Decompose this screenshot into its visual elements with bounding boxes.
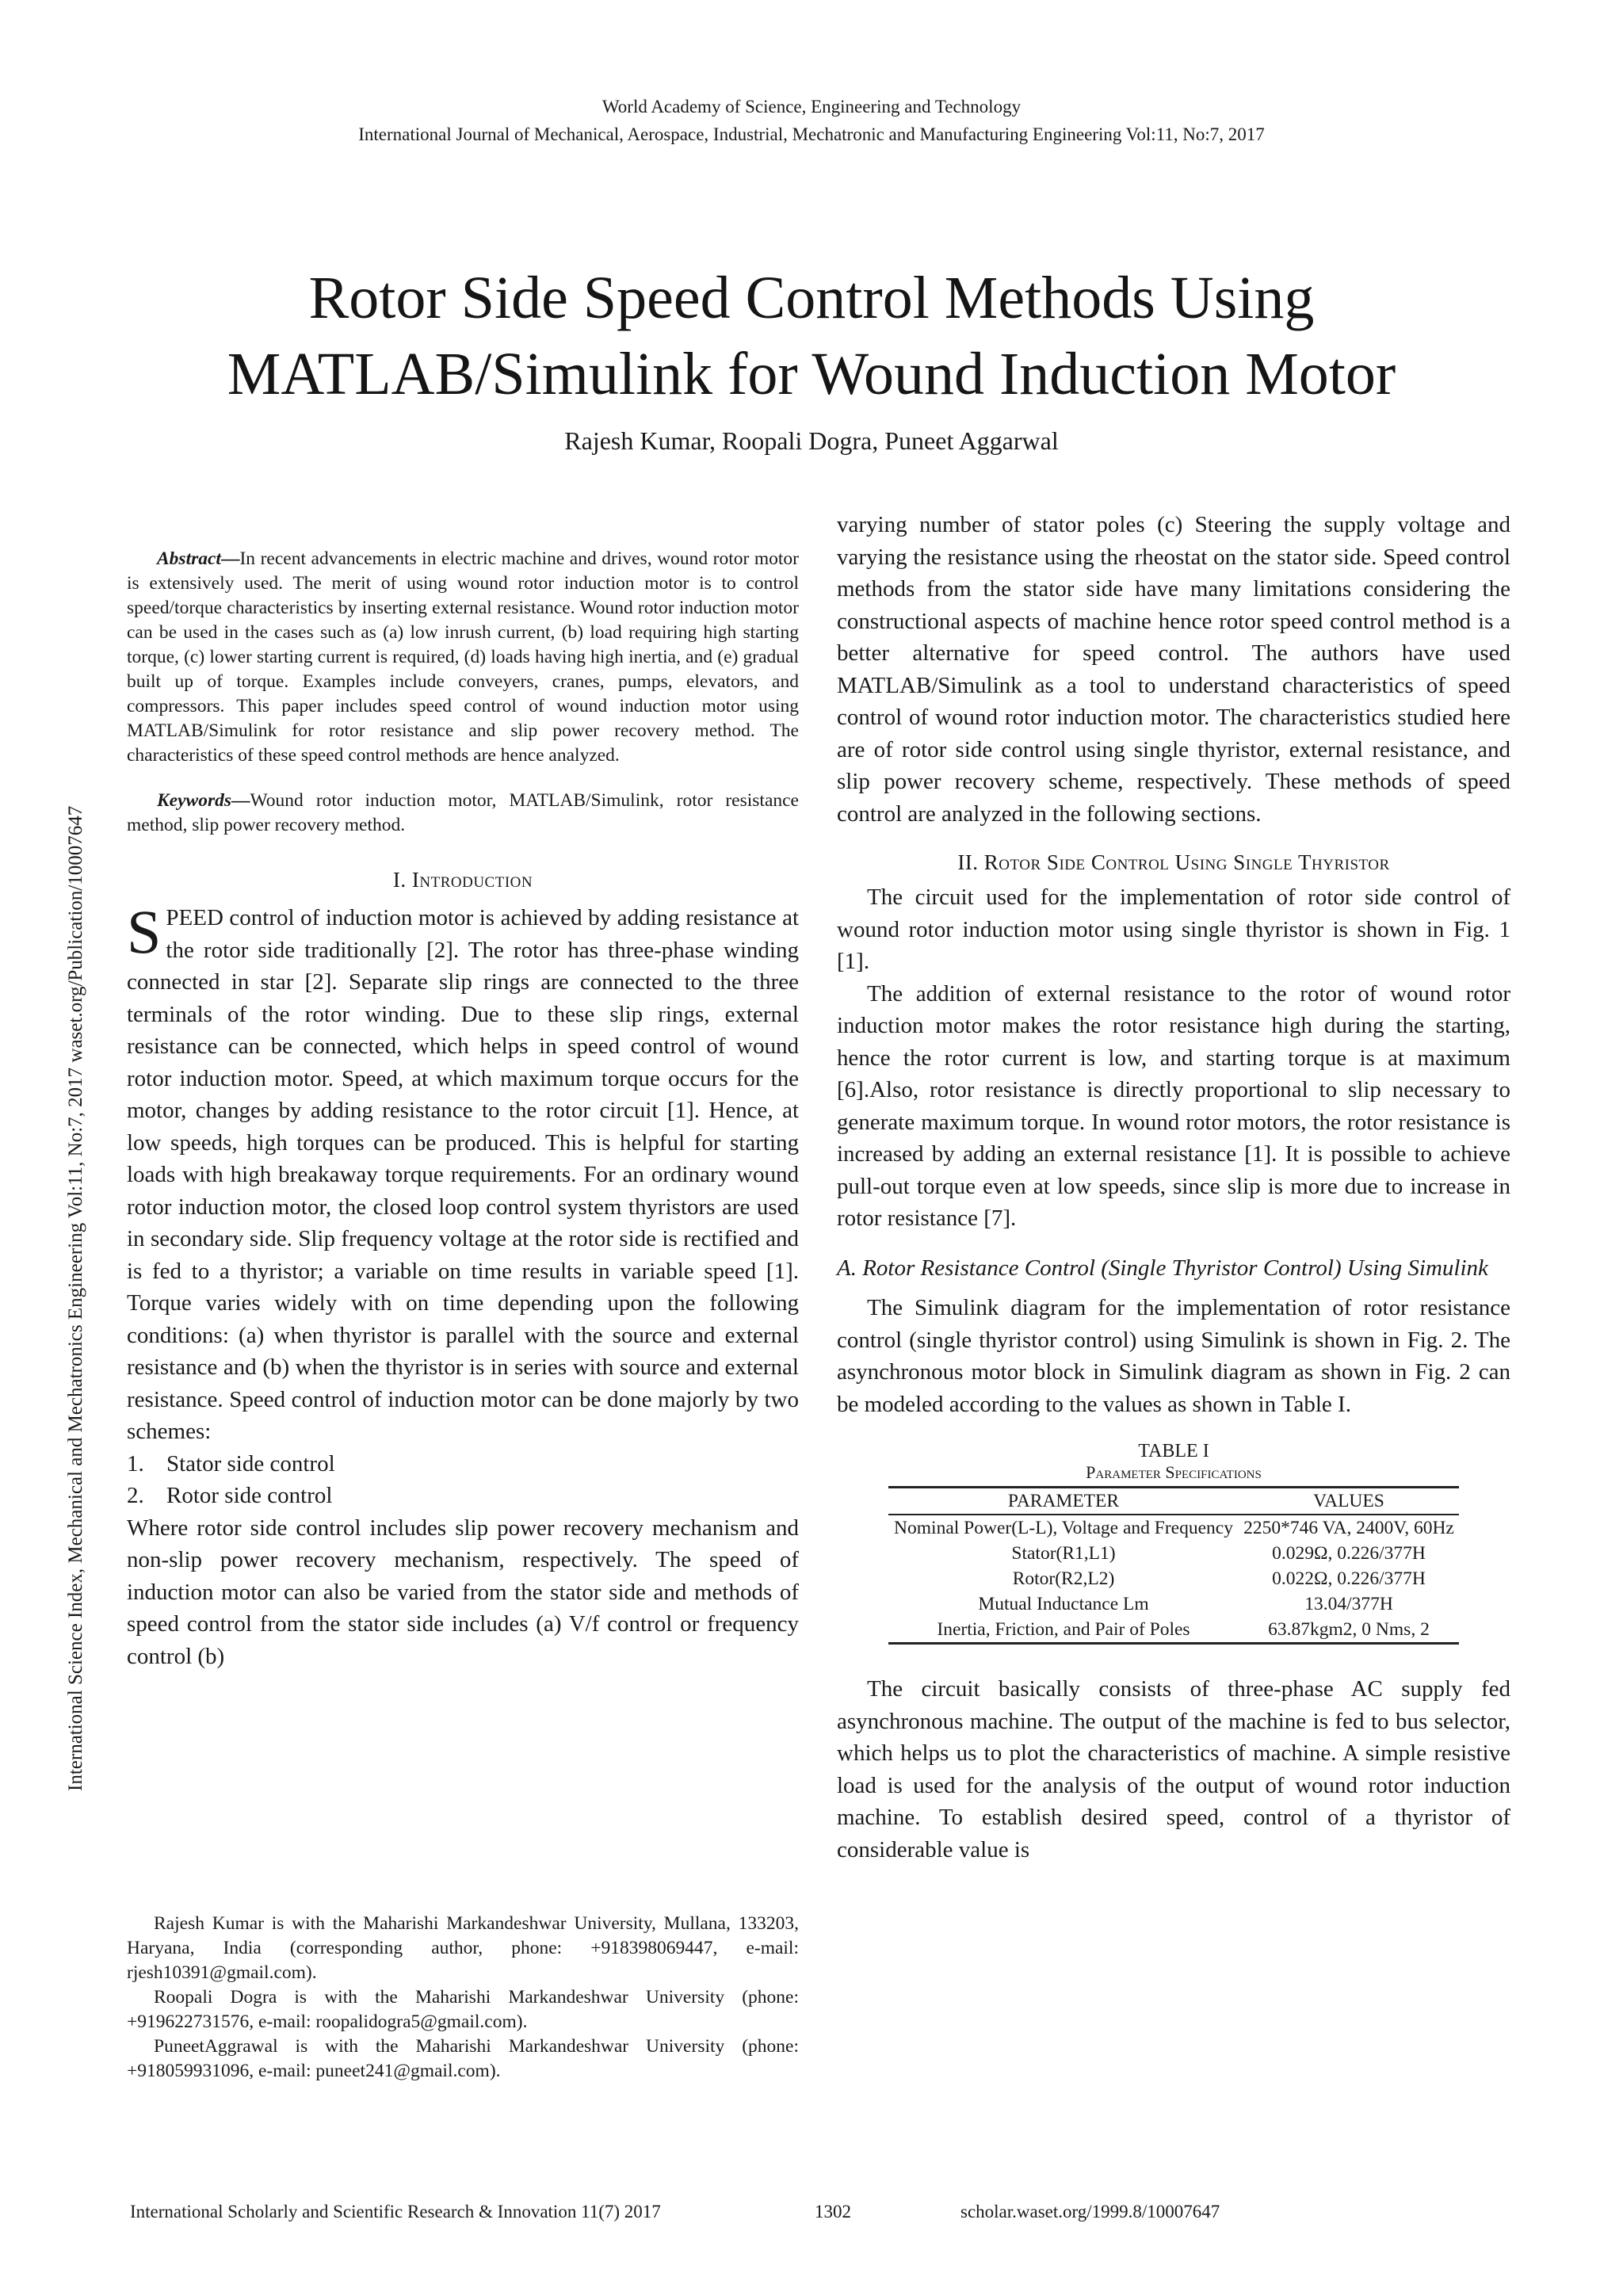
sidebar-citation: International Science Index, Mechanical and Mechatronics Engineering Vol:11, No:7, 2017 waset.org/Publication/10007647 — [65, 805, 86, 1791]
paper-authors: Rajesh Kumar, Roopali Dogra, Puneet Aggarwal — [564, 426, 1059, 455]
list-item-number: 1. — [127, 1450, 144, 1477]
footnote: Roopali Dogra is with the Maharishi Markandeshwar University (phone: +919622731576, e-mail: roopalidogra5@gmail.com). — [127, 1987, 799, 2032]
section-1-number: I. — [392, 868, 407, 892]
table-row — [888, 1617, 1459, 1644]
journal-org: World Academy of Science, Engineering and Technology — [601, 97, 1022, 117]
subsection-a-heading: A. Rotor Resistance Control (Single Thyristor Control) Using Simulink — [837, 1255, 1488, 1281]
left-column — [127, 547, 799, 1672]
table-label: TABLE I — [1138, 1441, 1209, 1461]
value-cell: 0.022Ω, 0.226/377H — [1272, 1568, 1426, 1589]
section-2-heading — [837, 850, 1510, 875]
list-item-number: 2. — [127, 1483, 144, 1508]
intro-continuation — [837, 509, 1510, 830]
section-2-paragraph: The Simulink diagram for the implementation of rotor resistance control (single thyristor control) using Simulink is shown in Fig. 2. The asynchronous motor block in Simulink diagram as shown in Fig. 2 can be modeled according to the values as shown in Table I. — [837, 1295, 1510, 1417]
table-1 — [837, 1441, 1510, 1645]
journal-name: International Journal of Mechanical, Aerospace, Industrial, Mechatronic and Manufacturing Engineering Vol:11, No:7, 2017 — [358, 124, 1265, 144]
right-column — [837, 509, 1510, 1866]
column-header: PARAMETER — [1007, 1491, 1120, 1511]
section-1-heading — [127, 868, 799, 892]
drop-cap: S — [127, 897, 162, 966]
parameter-cell: Nominal Power(L-L), Voltage and Frequency — [894, 1518, 1233, 1538]
section-2-continued — [837, 1673, 1510, 1866]
keywords — [127, 789, 799, 838]
value-cell: 13.04/377H — [1304, 1594, 1393, 1614]
table-row — [888, 1566, 1459, 1591]
keywords-label: Keywords — [157, 790, 231, 811]
parameter-cell: Stator(R1,L1) — [1011, 1543, 1116, 1564]
footnote: Rajesh Kumar is with the Maharishi Markandeshwar University, Mullana, 133203, Haryana, India (corresponding author, phone: +918398069447, e-mail: rjesh10391@gmail.com). — [127, 1913, 799, 1983]
footnote: PuneetAggrawal is with the Maharishi Markandeshwar University (phone: +918059931096, e-mail: puneet241@gmail.com). — [127, 2036, 799, 2081]
section-2-paragraph: The circuit basically consists of three-phase AC supply fed asynchronous machine. The output of the machine is fed to bus selector, which helps us to plot the characteristics of machine. A simple resistive load is used for the analysis of the output of wound rotor induction machine. To establish desired speed, control of a thyristor of considerable value is — [837, 1676, 1510, 1862]
table-row — [888, 1591, 1459, 1617]
section-2-body — [837, 881, 1510, 1420]
abstract-dash: — — [220, 548, 240, 569]
footer-url: scholar.waset.org/1999.8/10007647 — [960, 2202, 1220, 2222]
section-2-paragraph: The circuit used for the implementation of rotor side control of wound rotor induction motor using single thyristor is shown in Fig. 1 [1]. — [837, 884, 1510, 974]
list-item — [127, 1448, 799, 1480]
author-footnotes — [127, 1912, 799, 2084]
parameter-cell: Mutual Inductance Lm — [978, 1594, 1149, 1614]
paper-title-line-2: MATLAB/Simulink for Wound Induction Motor — [227, 341, 1396, 407]
table-header-row — [888, 1488, 1459, 1515]
keywords-dash: — — [231, 790, 250, 811]
section-1-paragraph: PEED control of induction motor is achieved by adding resistance at the rotor side traditionally [2]. The rotor has three-phase winding connected in star [2]. Separate slip rings are connected to the three terminals of the rotor winding. Due to these slip rings, external resistance can be connected, which helps in speed control of wound rotor induction motor. Speed, at which maximum torque occurs for the motor, changes by adding resistance to the rotor circuit [1]. Hence, at low speeds, high torques can be produced. This is helpful for starting loads with high breakaway torque requirements. For an ordinary wound rotor induction motor, the closed loop control system thyristors are used in secondary side. Slip frequency voltage at the rotor side is rectified and is fed to a thyristor; a variable on time results in variable speed [1]. Torque varies widely with on time depending upon the following conditions: (a) when thyristor is parallel with the source and external resistance and (b) when the thyristor is in series with source and external resistance. Speed control of induction motor can be done majorly by two schemes: — [127, 905, 799, 1444]
table-row — [888, 1515, 1459, 1541]
section-1-body — [127, 897, 799, 1672]
section-2-paragraph: The addition of external resistance to the rotor of wound rotor induction motor makes the rotor resistance high during the starting, hence the rotor current is low, and starting torque is at maximum [6].Also, rotor resistance is directly proportional to slip necessary to generate maximum torque. In wound rotor motors, the rotor resistance is increased by adding an external resistance [1]. It is possible to achieve pull-out torque even at low speeds, since slip is more due to increase in rotor resistance [7]. — [837, 980, 1510, 1231]
parameter-cell: Rotor(R2,L2) — [1012, 1568, 1115, 1589]
column-header: VALUES — [1313, 1491, 1384, 1511]
footer-publisher: International Scholarly and Scientific Research & Innovation 11(7) 2017 — [130, 2202, 661, 2222]
table-caption: Parameter Specifications — [1086, 1462, 1262, 1482]
value-cell: 2250*746 VA, 2400V, 60Hz — [1243, 1518, 1454, 1538]
list-item — [127, 1480, 799, 1512]
abstract-text: In recent advancements in electric machine and drives, wound rotor motor is extensively used. The merit of using wound rotor induction motor is to control speed/torque characteristics by inserting external resistance. Wound rotor induction motor can be used in the cases such as (a) low inrush current, (b) load requiring high starting torque, (c) lower starting current is required, (d) loads having high inertia, and (e) gradual built up of torque. Examples include conveyers, cranes, pumps, elevators, and compressors. This paper includes speed control of wound induction motor using MATLAB/Simulink for rotor resistance and slip power recovery method. The characteristics of these speed control methods are hence analyzed. — [127, 548, 799, 766]
value-cell: 0.029Ω, 0.226/377H — [1272, 1543, 1426, 1564]
keywords-text: Wound rotor induction motor, MATLAB/Simulink, rotor resistance method, slip power recovery method. — [127, 790, 799, 835]
page-number: 1302 — [815, 2202, 851, 2222]
section-2-number: II. — [957, 850, 979, 874]
section-1-title: Introduction — [411, 868, 533, 892]
section-2-title: Rotor Side Control Using Single Thyristor — [983, 850, 1390, 874]
parameter-cell: Inertia, Friction, and Pair of Poles — [937, 1619, 1190, 1640]
abstract-label: Abstract — [157, 548, 221, 569]
paper-title-line-1: Rotor Side Speed Control Methods Using — [308, 265, 1315, 331]
intro-continuation-paragraph: varying number of stator poles (c) Steering the supply voltage and varying the resistance using the rheostat on the stator side. Speed control methods from the stator side have many limitations considering the constructional aspects of machine hence rotor speed control method is a better alternative for speed control. The authors have used MATLAB/Simulink as a tool to understand characteristics of speed control of wound rotor induction motor. The characteristics studied here are of rotor side control using single thyristor, external resistance, and slip power recovery scheme, respectively. These methods of speed control are analyzed in the following sections. — [837, 512, 1510, 827]
table-row — [888, 1541, 1459, 1566]
list-item-text: Rotor side control — [166, 1483, 333, 1508]
list-item-text: Stator side control — [166, 1450, 335, 1477]
section-1-paragraph-2: Where rotor side control includes slip power recovery mechanism and non-slip power recovery mechanism, respectively. The speed of induction motor can also be varied from the stator side and methods of speed control from the stator side includes (a) V/f control or frequency control (b) — [127, 1515, 799, 1669]
parameter-table — [888, 1486, 1459, 1645]
abstract — [127, 547, 799, 768]
value-cell: 63.87kgm2, 0 Nms, 2 — [1268, 1619, 1430, 1640]
